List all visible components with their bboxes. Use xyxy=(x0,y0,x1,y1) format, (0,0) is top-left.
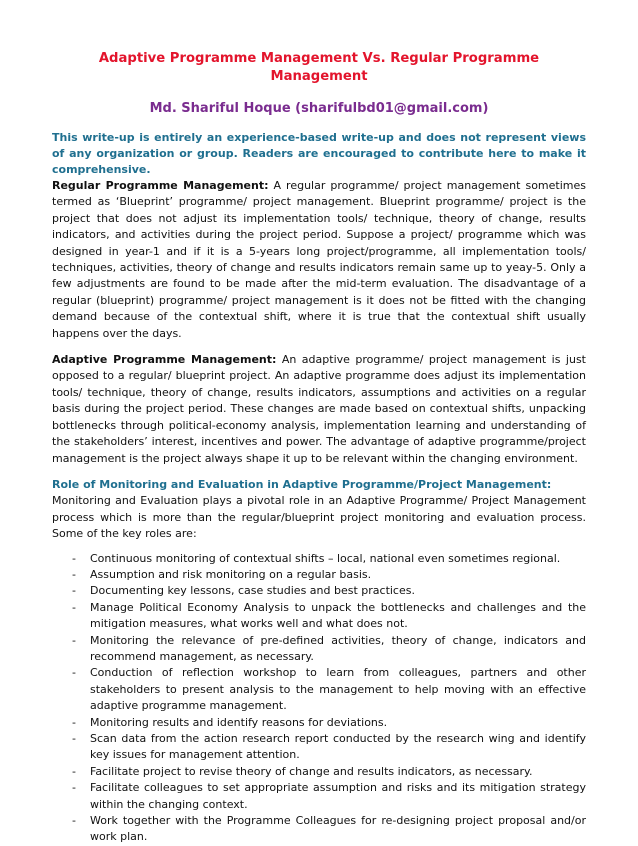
list-item xyxy=(52,567,586,583)
bullet-dash: - xyxy=(72,732,76,745)
roles-list xyxy=(52,551,586,846)
bullet-dash: - xyxy=(72,764,76,778)
bullet-dash: - xyxy=(72,781,76,795)
list-item-text: Facilitate project to revise theory of change and results indicators, as necessary. xyxy=(90,764,533,778)
paragraph-gap xyxy=(52,467,586,477)
list-item xyxy=(52,583,586,599)
list-item-text: Conduction of reflection workshop to learn from colleagues, partners and other stakeholders to present analysis to the management to help moving with an effective adaptive programme management. xyxy=(90,666,586,713)
adaptive-text: An adaptive programme/ project management is just opposed to a regular/ blueprint project. An adaptive programme does adjust its implementation tools/ technique, theory of change, results indicators, assumptions and activities on a regular basis during the project period. These changes are made based on contextual shifts, unpacking bottlenecks through political-economy analysis, implementation learning and understanding of the stakeholders’ interest, incentives and power. The advantage of adaptive programme/project management is the project always shape it up to be relevant within the changing environment. xyxy=(52,353,586,465)
me-intro: Monitoring and Evaluation plays a pivotal role in an Adaptive Programme/ Project Management process which is more than the regular/blueprint project monitoring and evaluation process. Some of the key roles are: xyxy=(52,494,586,541)
bullet-dash: - xyxy=(72,814,76,828)
bullet-dash: - xyxy=(72,715,76,729)
list-item xyxy=(52,633,586,666)
list-item xyxy=(52,551,586,567)
list-item xyxy=(52,600,586,633)
regular-paragraph xyxy=(52,178,586,342)
bullet-dash: - xyxy=(72,567,76,581)
disclaimer: This write-up is entirely an experience-based write-up and does not represent views of any organization or group. Readers are encouraged to contribute here to make it comprehensive. xyxy=(52,131,586,176)
list-item-text: Work together with the Programme Colleagues for re-designing project proposal and/or work plan. xyxy=(90,814,586,844)
list-item-text: Facilitate colleagues to set appropriate assumption and risks and its mitigation strategy within the changing context. xyxy=(90,781,586,811)
list-item xyxy=(52,731,586,764)
document-title: Adaptive Programme Management Vs. Regular Programme Management xyxy=(98,51,540,84)
list-item xyxy=(52,715,586,731)
list-item-text: Manage Political Economy Analysis to unpack the bottlenecks and challenges and the mitigation measures, what works well and what does not. xyxy=(90,600,586,631)
bullet-dash: - xyxy=(72,633,76,647)
adaptive-paragraph xyxy=(52,352,586,467)
bullet-dash: - xyxy=(72,551,76,565)
adaptive-label: Adaptive Programme Management: xyxy=(52,353,277,367)
list-item xyxy=(52,813,586,846)
list-item-text: Scan data from the action research report conducted by the research wing and identify key issues for management attention. xyxy=(90,732,586,762)
paragraph-gap xyxy=(52,342,586,352)
list-item-text: Monitoring the relevance of pre-defined activities, theory of change, indicators and recommend management, as necessary. xyxy=(90,633,586,663)
list-item-text: Monitoring results and identify reasons for deviations. xyxy=(90,715,388,729)
list-item xyxy=(52,764,586,780)
list-item xyxy=(52,665,586,714)
regular-text: A regular programme/ project management sometimes termed as ‘Blueprint’ programme/ project management. Blueprint programme/ project is the project that does not adjust its implementation tools/ technique, theory of change, results indicators, and activities during the project period. Suppose a project/ programme which was designed in year-1 and if it is a 5-years long project/programme, all implementation tools/ techniques, activities, theory of change and results indicators remain same up to yeay-5. Only a few adjustments are found to be made after the mid-term evaluation. The disadvantage of a regular (blueprint) programme/ project management is it does not be fitted with the changing demand because of the contextual shift, where it is true that the contextual shift usually happens over the days. xyxy=(52,179,586,340)
regular-label: Regular Programme Management: xyxy=(52,179,269,192)
list-item-text: Documenting key lessons, case studies and best practices. xyxy=(90,584,415,598)
me-section-heading: Role of Monitoring and Evaluation in Adaptive Programme/Project Management: xyxy=(52,477,552,491)
bullet-dash: - xyxy=(72,584,76,598)
list-item-text: Continuous monitoring of contextual shifts – local, national even sometimes regional. xyxy=(90,551,561,565)
list-item-text: Assumption and risk monitoring on a regular basis. xyxy=(90,567,372,581)
bullet-dash: - xyxy=(72,600,76,614)
bullet-dash: - xyxy=(72,666,76,680)
author-line: Md. Shariful Hoque (sharifulbd01@gmail.com) xyxy=(149,101,489,116)
list-item xyxy=(52,780,586,813)
